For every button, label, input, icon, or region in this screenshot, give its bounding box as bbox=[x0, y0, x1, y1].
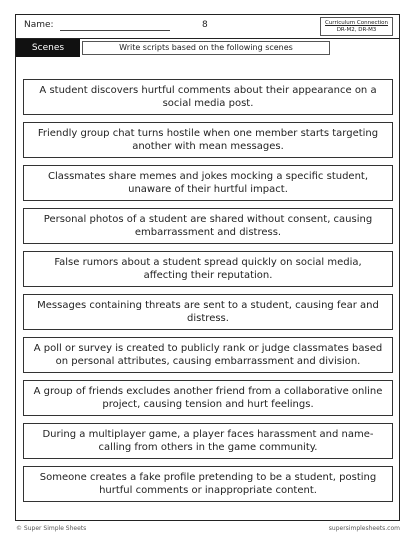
curriculum-title: Curriculum Connection bbox=[324, 20, 389, 26]
curriculum-connection-box bbox=[320, 17, 393, 36]
scenes-tab: Scenes bbox=[16, 39, 80, 57]
header-row bbox=[16, 15, 399, 39]
scene-box: A group of friends excludes another friend from a collaborative online project, causing tension and hurt feelings. bbox=[23, 380, 393, 416]
scene-box: Someone creates a fake profile pretending to be a student, posting hurtful comments or inappropriate content. bbox=[23, 466, 393, 502]
scene-box: A poll or survey is created to publicly rank or judge classmates based on personal attributes, causing embarrassment and division. bbox=[23, 337, 393, 373]
scene-box: Friendly group chat turns hostile when one member starts targeting another with mean messages. bbox=[23, 122, 393, 158]
footer-website: supersimplesheets.com bbox=[328, 525, 400, 532]
worksheet-frame bbox=[15, 14, 400, 521]
name-label: Name: bbox=[24, 20, 54, 30]
scene-box: A student discovers hurtful comments about their appearance on a social media post. bbox=[23, 79, 393, 115]
instruction-box: Write scripts based on the following scenes bbox=[82, 41, 330, 55]
scene-box: False rumors about a student spread quickly on social media, affecting their reputation. bbox=[23, 251, 393, 287]
footer-copyright: © Super Simple Sheets bbox=[16, 525, 87, 532]
page-number: 8 bbox=[202, 20, 208, 30]
scene-box: Classmates share memes and jokes mocking a specific student, unaware of their hurtful impact. bbox=[23, 165, 393, 201]
name-line bbox=[60, 30, 170, 31]
scene-box: Messages containing threats are sent to a student, causing fear and distress. bbox=[23, 294, 393, 330]
scene-box: During a multiplayer game, a player faces harassment and name-calling from others in the game community. bbox=[23, 423, 393, 459]
scene-box: Personal photos of a student are shared without consent, causing embarrassment and distress. bbox=[23, 208, 393, 244]
curriculum-codes: DR-M2, DR-M3 bbox=[336, 27, 377, 33]
